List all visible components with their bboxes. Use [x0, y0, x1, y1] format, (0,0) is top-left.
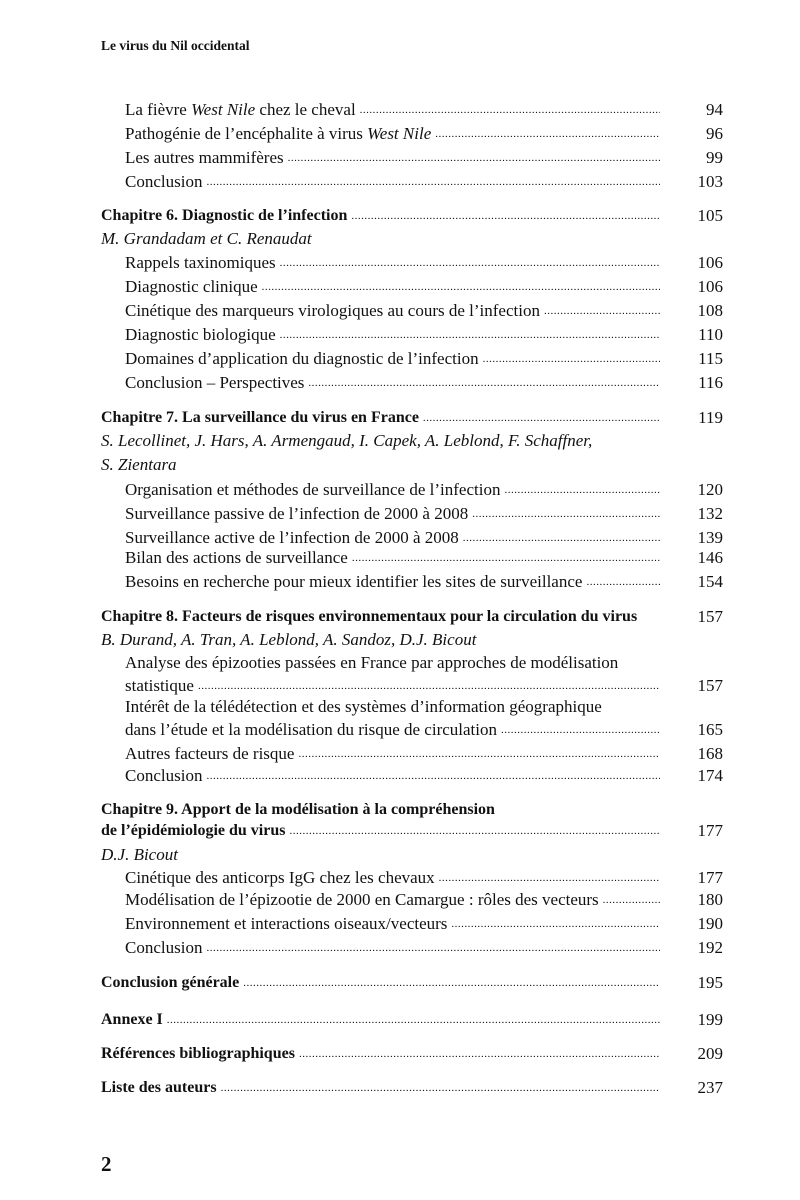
entry-title: Annexe I: [101, 1011, 163, 1028]
entry-title: Cinétique des marqueurs virologiques au cours de l’infection: [125, 301, 540, 320]
leader-dots: [544, 300, 660, 322]
leader-dots: [289, 820, 660, 842]
entry-title: Liste des auteurs: [101, 1079, 217, 1096]
annexe-entry[interactable]: [101, 1009, 723, 1031]
toc-entry[interactable]: [125, 527, 723, 549]
toc-entry[interactable]: [125, 171, 723, 193]
chapter-title: Chapitre 7. La surveillance du virus en France: [101, 409, 419, 426]
entry-page: 154: [697, 572, 723, 591]
toc-entry[interactable]: [125, 147, 723, 169]
toc-entry[interactable]: [125, 867, 723, 889]
entry-page: 110: [698, 325, 723, 344]
toc-entry[interactable]: [125, 348, 723, 370]
chapter-authors: B. Durand, A. Tran, A. Leblond, A. Sandoz, D.J. Bicout: [101, 630, 477, 649]
entry-page: 99: [706, 148, 723, 167]
entry-page: 106: [697, 277, 723, 296]
leader-dots: [288, 147, 660, 169]
leader-dots: [198, 675, 660, 697]
references-entry[interactable]: [101, 1043, 723, 1065]
conclusion-generale-entry[interactable]: [101, 972, 723, 994]
entry-title: Les autres mammifères: [125, 148, 284, 167]
leader-dots: [451, 913, 660, 935]
leader-dots: [423, 407, 660, 429]
entry-page: 94: [706, 100, 723, 119]
toc-entry[interactable]: [125, 675, 723, 697]
chapter-6-entry[interactable]: [101, 205, 723, 227]
entry-page: 146: [697, 548, 723, 567]
toc-entry[interactable]: [125, 547, 723, 569]
entry-page: 195: [697, 973, 723, 992]
leader-dots: [262, 276, 660, 298]
chapter-7-entry[interactable]: [101, 407, 723, 429]
entry-title: statistique: [125, 676, 194, 695]
toc-entry[interactable]: [125, 765, 723, 787]
toc-entry[interactable]: [125, 276, 723, 298]
entry-page: 119: [698, 408, 723, 427]
chapter-authors: D.J. Bicout: [101, 845, 178, 864]
entry-page: 165: [697, 720, 723, 739]
entry-title: Besoins en recherche pour mieux identifier les sites de surveillance: [125, 572, 583, 591]
toc-entry[interactable]: [125, 503, 723, 525]
chapter-title: Chapitre 6. Diagnostic de l’infection: [101, 207, 348, 224]
chapter-authors: M. Grandadam et C. Renaudat: [101, 229, 312, 248]
entry-title: Bilan des actions de surveillance: [125, 548, 348, 567]
entry-title-line: Analyse des épizooties passées en France par approches de modélisation: [125, 653, 619, 672]
chapter-title-line: Chapitre 9. Apport de la modélisation à la compréhension: [101, 801, 495, 818]
entry-title: Conclusion: [125, 938, 203, 957]
chapter-8-entry[interactable]: [101, 606, 723, 628]
entry-page: 103: [697, 172, 723, 191]
entry-title: Organisation et méthodes de surveillance de l’infection: [125, 480, 501, 499]
entry-title: La fièvre West Nile chez le cheval: [125, 100, 356, 119]
entry-title: Environnement et interactions oiseaux/vecteurs: [125, 914, 448, 933]
leader-dots: [206, 171, 660, 193]
entry-page: 199: [697, 1010, 723, 1029]
entry-title: Diagnostic clinique: [125, 277, 258, 296]
toc-entry[interactable]: [125, 324, 723, 346]
toc-entry[interactable]: [125, 719, 723, 741]
entry-page: 116: [698, 373, 723, 392]
entry-page: 180: [697, 890, 723, 909]
entry-title: Autres facteurs de risque: [125, 744, 295, 763]
leader-dots: [206, 937, 660, 959]
leader-dots: [351, 205, 660, 227]
leader-dots: [501, 719, 660, 741]
entry-page: 96: [706, 124, 723, 143]
leader-dots: [472, 503, 660, 525]
entry-page: 120: [697, 480, 723, 499]
entry-page: 237: [697, 1078, 723, 1097]
leader-dots: [603, 889, 660, 911]
leader-dots: [463, 527, 660, 549]
entry-title: Diagnostic biologique: [125, 325, 276, 344]
leader-dots: [298, 743, 660, 765]
leader-dots: [360, 99, 660, 121]
entry-title: Rappels taxinomiques: [125, 253, 276, 272]
entry-page: 157: [697, 676, 723, 695]
entry-page: 174: [697, 766, 723, 785]
toc-entry[interactable]: [125, 99, 723, 121]
leader-dots: [352, 547, 660, 569]
chapter-9-entry[interactable]: [101, 820, 723, 842]
entry-page: 177: [697, 868, 723, 887]
toc-entry[interactable]: [125, 252, 723, 274]
toc-entry[interactable]: [125, 300, 723, 322]
entry-title: Conclusion: [125, 172, 203, 191]
leader-dots: [221, 1077, 660, 1099]
entry-title: Conclusion – Perspectives: [125, 373, 305, 392]
entry-page: 106: [697, 253, 723, 272]
entry-page: 139: [697, 528, 723, 547]
entry-title: Conclusion: [125, 766, 203, 785]
chapter-title: Chapitre 8. Facteurs de risques environnementaux pour la circulation du virus: [101, 608, 638, 625]
leader-dots: [435, 123, 660, 145]
entry-page: 190: [697, 914, 723, 933]
leader-dots: [167, 1009, 660, 1031]
entry-title: Cinétique des anticorps IgG chez les chevaux: [125, 868, 435, 887]
entry-title-line: Intérêt de la télédétection et des systèmes d’information géographique: [125, 697, 602, 716]
toc-entry[interactable]: [125, 372, 723, 394]
chapter-authors: S. Zientara: [101, 455, 177, 474]
entry-page: 168: [697, 744, 723, 763]
entry-title: Références bibliographiques: [101, 1045, 295, 1062]
page-number: 2: [101, 1152, 112, 1176]
leader-dots: [586, 571, 660, 593]
toc-entry[interactable]: [125, 571, 723, 593]
chapter-authors: S. Lecollinet, J. Hars, A. Armengaud, I. Capek, A. Leblond, F. Schaffner,: [101, 431, 593, 450]
entry-title: Surveillance passive de l’infection de 2000 à 2008: [125, 504, 469, 523]
toc-entry[interactable]: [125, 937, 723, 959]
toc-entry[interactable]: [125, 123, 723, 145]
toc-entry[interactable]: [125, 479, 723, 501]
leader-dots: [308, 372, 660, 394]
chapter-title: de l’épidémiologie du virus: [101, 822, 286, 839]
entry-page: 108: [697, 301, 723, 320]
entry-title: Surveillance active de l’infection de 2000 à 2008: [125, 528, 459, 547]
leader-dots: [280, 324, 660, 346]
entry-page: 157: [697, 607, 723, 626]
leader-dots: [483, 348, 660, 370]
authors-list-entry[interactable]: [101, 1077, 723, 1099]
leader-dots: [504, 479, 660, 501]
entry-title: Domaines d’application du diagnostic de l’infection: [125, 349, 479, 368]
leader-dots: [280, 252, 660, 274]
entry-page: 192: [697, 938, 723, 957]
entry-title: dans l’étude et la modélisation du risque de circulation: [125, 720, 497, 739]
entry-title: Pathogénie de l’encéphalite à virus West Nile: [125, 124, 432, 143]
leader-dots: [243, 972, 660, 994]
toc-entry[interactable]: [125, 913, 723, 935]
entry-page: 105: [697, 206, 723, 225]
entry-page: 132: [697, 504, 723, 523]
entry-page: 177: [697, 821, 723, 840]
leader-dots: [206, 765, 660, 787]
entry-page: 115: [698, 349, 723, 368]
leader-dots: [299, 1043, 660, 1065]
entry-title: Modélisation de l’épizootie de 2000 en Camargue : rôles des vecteurs: [125, 890, 599, 909]
toc-entry[interactable]: [125, 743, 723, 765]
leader-dots: [439, 867, 660, 889]
toc-entry[interactable]: [125, 889, 723, 911]
entry-title: Conclusion générale: [101, 974, 240, 991]
entry-page: 209: [697, 1044, 723, 1063]
running-header: Le virus du Nil occidental: [101, 38, 250, 53]
